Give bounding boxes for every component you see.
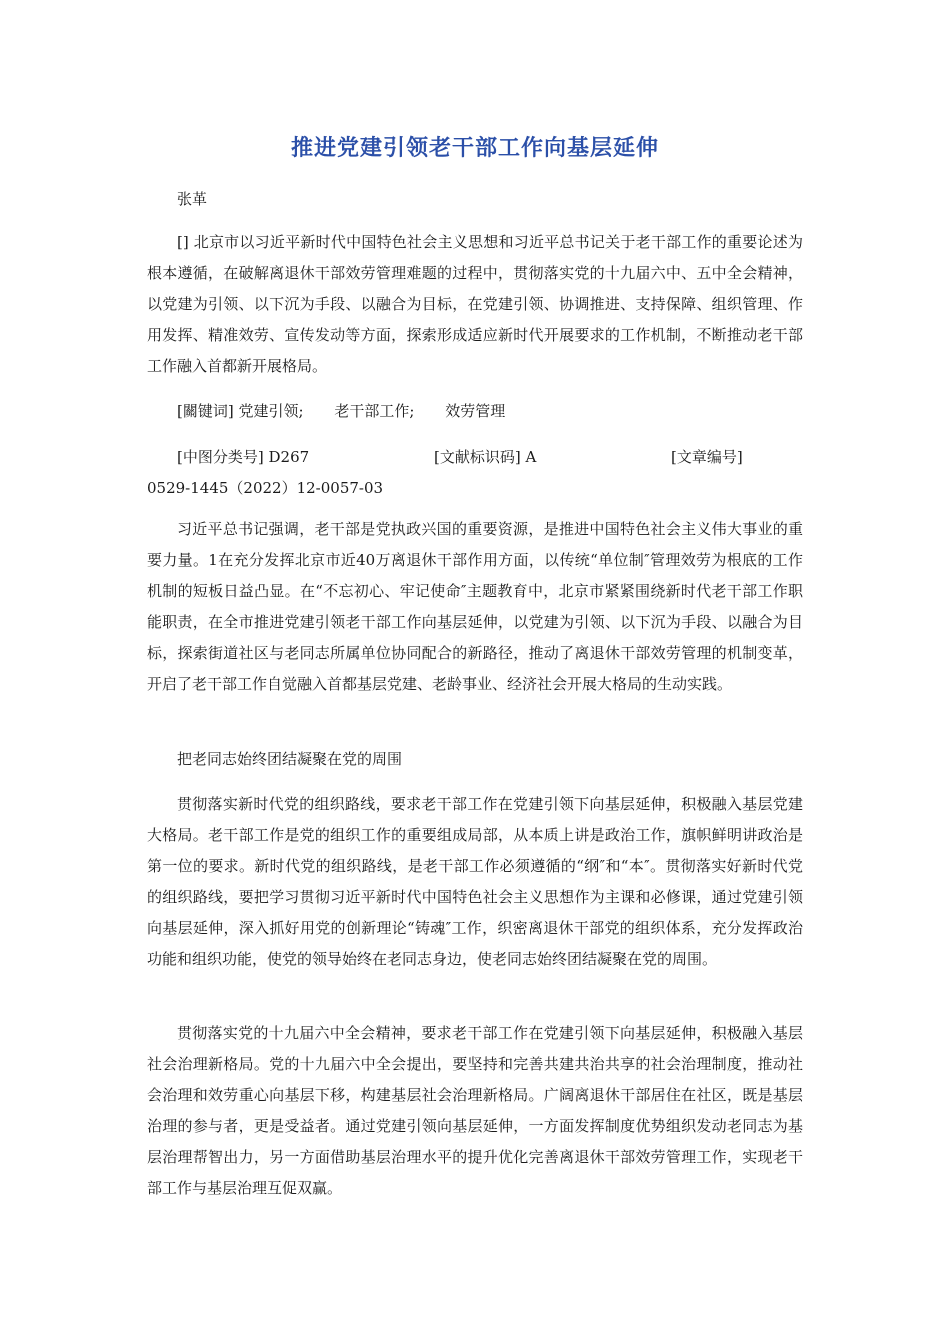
doc-code-line	[434, 446, 536, 467]
keywords-line	[177, 400, 505, 421]
page-title: 推进党建引领老干部工作向基层延伸	[290, 136, 659, 161]
clc-label: [中图分类号]	[177, 448, 264, 466]
section-heading: 把老同志始终团结凝聚在党的周围	[177, 750, 403, 768]
keywords-label: [關键词]	[177, 402, 234, 420]
keyword-item: 党建引领;	[238, 402, 304, 420]
doc-code-label: [文献标识码]	[434, 448, 521, 466]
abstract-paragraph: [] 北京市以习近平新时代中国特色社会主义思想和习近平总书记关于老干部工作的重要论述为根本遵循，在破解离退休干部效劳管理难题的过程中，贯彻落实党的十九届六中、五中全会精神，以党建为引领、以下沉为手段、以融合为目标，在党建引领、协调推进、支持保障、组织管理、作用发挥、精准效劳、宣传发动等方面，探索形成适应新时代开展要求的工作机制，不断推动老干部工作融入首都新开展格局。	[147, 233, 803, 375]
body-paragraph: 习近平总书记强调，老干部是党执政兴国的重要资源，是推进中国特色社会主义伟大事业的重要力量。1在充分发挥北京市近40万离退休干部作用方面，以传统“单位制″管理效劳为根底的工作机制的短板日益凸显。在“不忘初心、牢记使命″主题教育中，北京市紧紧围绕新时代老干部工作职能职责，在全市推进党建引领老干部工作向基层延伸，以党建为引领、以下沉为手段、以融合为目标，探索街道社区与老同志所属单位协同配合的新路径，推动了离退休干部效劳管理的机制变革，开启了老干部工作自觉融入首都基层党建、老龄事业、经济社会开展大格局的生动实践。	[147, 520, 803, 693]
doc-code-value: A	[525, 448, 537, 466]
article-number-value: 0529-1445（2022）12-0057-03	[147, 479, 384, 497]
author-name: 张革	[177, 190, 208, 208]
clc-value: D267	[268, 448, 310, 466]
clc-line	[177, 446, 309, 467]
body-paragraph: 贯彻落实党的十九届六中全会精神，要求老干部工作在党建引领下向基层延伸，积极融入基层社会治理新格局。党的十九届六中全会提出，要坚持和完善共建共治共享的社会治理制度，推动社会治理和效劳重心向基层下移，构建基层社会治理新格局。广阔离退休干部居住在社区，既是基层治理的参与者，更是受益者。通过党建引领向基层延伸，一方面发挥制度优势组织发动老同志为基层治理帮智出力，另一方面借助基层治理水平的提升优化完善离退休干部效劳管理工作，实现老干部工作与基层治理互促双赢。	[147, 1024, 803, 1197]
body-paragraph: 贯彻落实新时代党的组织路线，要求老干部工作在党建引领下向基层延伸，积极融入基层党建大格局。老干部工作是党的组织工作的重要组成局部，从本质上讲是政治工作，旗帜鲜明讲政治是第一位的要求。新时代党的组织路线，是老干部工作必须遵循的“纲″和“本″。贯彻落实好新时代党的组织路线，要把学习贯彻习近平新时代中国特色社会主义思想作为主课和必修课，通过党建引领向基层延伸，深入抓好用党的创新理论“铸魂″工作，织密离退休干部党的组织体系，充分发挥政治功能和组织功能，使党的领导始终在老同志身边，使老同志始终团结凝聚在党的周围。	[147, 795, 803, 968]
keyword-item: 老干部工作;	[334, 402, 415, 420]
keyword-item: 效劳管理	[445, 402, 506, 420]
article-number-label: [文章编号]	[671, 448, 743, 466]
